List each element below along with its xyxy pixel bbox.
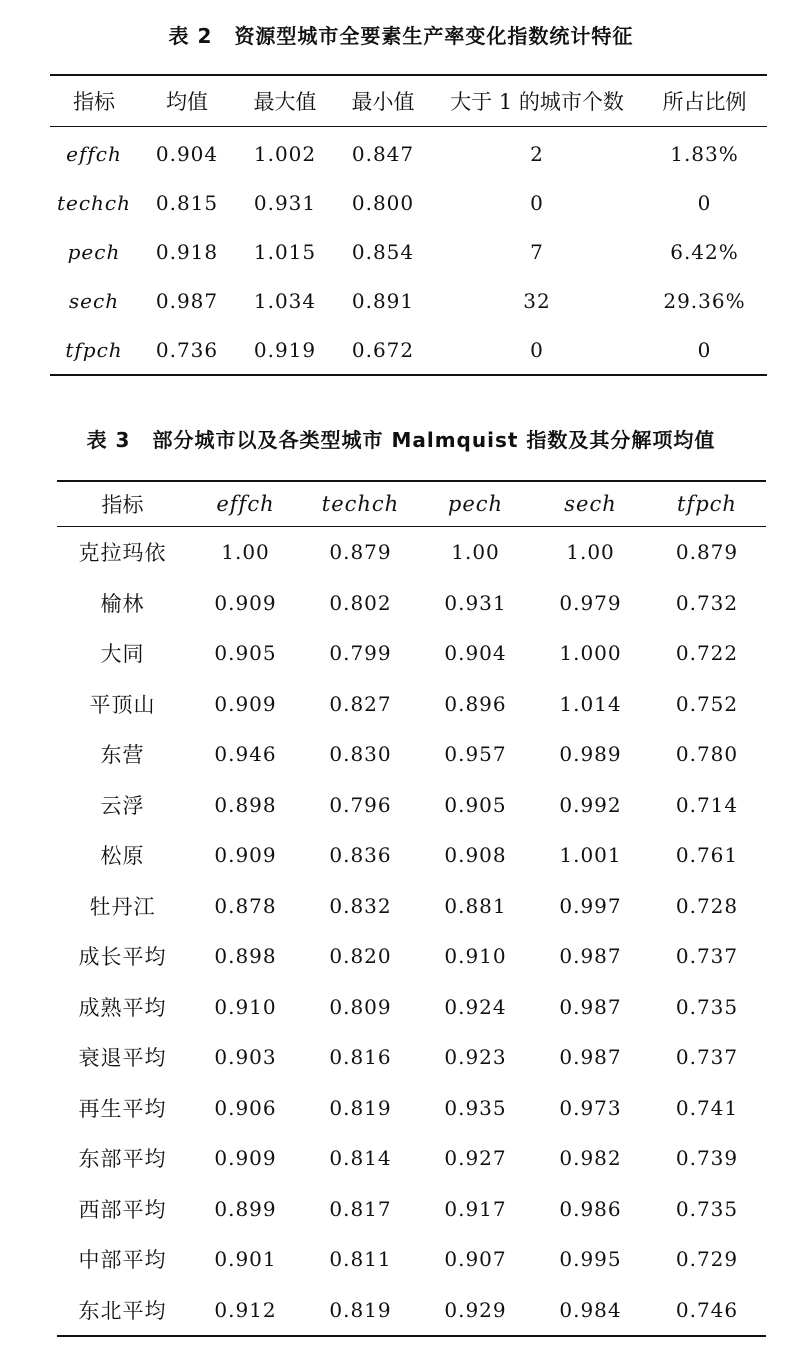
data-cell: 0.735 [675, 994, 739, 1019]
city-name-cell: 东营 [100, 743, 145, 768]
table-row [57, 729, 766, 780]
data-cell: 0.910 [444, 944, 507, 969]
data-cell: 0 [530, 337, 544, 362]
table-row [50, 127, 767, 179]
table3-title: 部分城市以及各类型城市 Malmquist 指数及其分解项均值 [152, 428, 716, 452]
table2-caption [0, 20, 802, 49]
table-row [57, 1083, 766, 1134]
indicator-cell: sech [68, 288, 120, 313]
data-cell: 0.811 [329, 1247, 392, 1272]
data-cell: 0.909 [214, 1146, 277, 1171]
table-row [57, 830, 766, 881]
data-cell: 0.898 [214, 792, 277, 817]
table2-header-cell: 最小值 [334, 75, 432, 127]
data-cell: 0.898 [214, 944, 277, 969]
table2-header-cell: 最大值 [236, 75, 334, 127]
table2 [50, 74, 767, 376]
data-cell: 0.746 [675, 1297, 739, 1322]
data-cell: 0.816 [329, 1045, 392, 1070]
data-cell: 0.814 [329, 1146, 392, 1171]
city-name-cell: 平顶山 [89, 692, 156, 717]
data-cell: 0.735 [675, 1196, 739, 1221]
table-row [57, 679, 766, 730]
table2-header-cell: 指标 [50, 75, 138, 127]
data-cell: 0.905 [444, 792, 507, 817]
data-cell: 0.924 [444, 994, 507, 1019]
data-cell: 0.995 [559, 1247, 622, 1272]
data-cell: 0.830 [329, 742, 392, 767]
table-row [57, 1285, 766, 1337]
data-cell: 0.989 [559, 742, 622, 767]
data-cell: 0 [697, 337, 712, 362]
table-row [57, 1184, 766, 1235]
data-cell: 0.836 [329, 843, 392, 868]
city-name-cell: 东部平均 [78, 1147, 167, 1172]
table2-title: 资源型城市全要素生产率变化指数统计特征 [234, 24, 634, 48]
data-cell: 0.979 [559, 590, 622, 615]
data-cell: 0.752 [675, 691, 739, 716]
data-cell: 0.918 [155, 239, 219, 264]
data-cell: 0.891 [351, 288, 415, 313]
data-cell: 0.739 [675, 1146, 739, 1171]
table-row [57, 1234, 766, 1285]
data-cell: 0.904 [444, 641, 507, 666]
table-row [50, 276, 767, 325]
data-cell: 0.901 [214, 1247, 277, 1272]
data-cell: 7 [530, 239, 544, 264]
city-name-cell: 大同 [100, 642, 145, 667]
data-cell: 0.729 [675, 1247, 739, 1272]
city-name-cell: 中部平均 [78, 1248, 167, 1273]
data-cell: 0.987 [559, 1045, 622, 1070]
data-cell: 2 [530, 141, 544, 166]
data-cell: 0.927 [444, 1146, 507, 1171]
city-name-cell: 西部平均 [78, 1197, 167, 1222]
data-cell: 0.817 [329, 1196, 392, 1221]
table3-header-cell: tfpch [648, 481, 766, 527]
data-cell: 0.919 [253, 337, 317, 362]
city-name-cell: 东北平均 [78, 1298, 167, 1323]
data-cell: 0.957 [444, 742, 507, 767]
data-cell: 0.728 [675, 893, 739, 918]
data-cell: 1.00 [221, 540, 270, 565]
data-cell: 0.899 [214, 1196, 277, 1221]
data-cell: 1.015 [253, 239, 317, 264]
data-cell: 0.917 [444, 1196, 507, 1221]
data-cell: 0.737 [675, 1045, 739, 1070]
indicator-cell: effch [66, 141, 122, 166]
table3-label: 表 3 [86, 428, 131, 452]
data-cell: 0.736 [155, 337, 219, 362]
data-cell: 0.809 [329, 994, 392, 1019]
table-row [57, 931, 766, 982]
table-row [57, 1032, 766, 1083]
table3-header-cell: 指标 [57, 481, 188, 527]
data-cell: 1.001 [559, 843, 622, 868]
data-cell: 0.722 [675, 641, 739, 666]
data-cell: 0.904 [155, 141, 219, 166]
data-cell: 0.973 [559, 1095, 622, 1120]
data-cell: 0.909 [214, 590, 277, 615]
indicator-cell: tfpch [65, 337, 123, 362]
data-cell: 0.903 [214, 1045, 277, 1070]
data-cell: 1.034 [253, 288, 317, 313]
data-cell: 0.796 [329, 792, 392, 817]
city-name-cell: 成熟平均 [78, 995, 167, 1020]
data-cell: 0.909 [214, 691, 277, 716]
data-cell: 1.014 [559, 691, 622, 716]
data-cell: 0.780 [675, 742, 739, 767]
data-cell: 0.827 [329, 691, 392, 716]
table-row [57, 881, 766, 932]
data-cell: 0 [697, 190, 712, 215]
data-cell: 0.847 [351, 141, 415, 166]
data-cell: 0.819 [329, 1095, 392, 1120]
data-cell: 0.741 [675, 1095, 739, 1120]
data-cell: 0.923 [444, 1045, 507, 1070]
data-cell: 0.987 [559, 944, 622, 969]
data-cell: 1.00 [451, 540, 500, 565]
data-cell: 0.832 [329, 893, 392, 918]
city-name-cell: 再生平均 [78, 1096, 167, 1121]
table-row [57, 1133, 766, 1184]
data-cell: 0.946 [214, 742, 277, 767]
data-cell: 0.906 [214, 1095, 277, 1120]
city-name-cell: 牡丹江 [89, 894, 156, 919]
table3 [57, 480, 766, 1337]
indicator-cell: pech [67, 239, 121, 264]
data-cell: 0.714 [675, 792, 739, 817]
data-cell: 0.929 [444, 1297, 507, 1322]
data-cell: 0.986 [559, 1196, 622, 1221]
table-row [57, 780, 766, 831]
data-cell: 1.83% [670, 141, 739, 166]
data-cell: 0.879 [675, 540, 739, 565]
data-cell: 0.931 [253, 190, 317, 215]
table3-header-row [57, 481, 766, 527]
table-row [50, 227, 767, 276]
data-cell: 6.42% [670, 239, 739, 264]
data-cell: 0.854 [351, 239, 415, 264]
table-row [57, 982, 766, 1033]
table-row [50, 178, 767, 227]
table-row [57, 527, 766, 578]
data-cell: 1.002 [253, 141, 317, 166]
table3-header-cell: effch [188, 481, 303, 527]
data-cell: 0.908 [444, 843, 507, 868]
data-cell: 0.992 [559, 792, 622, 817]
city-name-cell: 榆林 [100, 591, 145, 616]
data-cell: 0.761 [675, 843, 739, 868]
city-name-cell: 克拉玛依 [78, 541, 167, 566]
table-row [50, 325, 767, 375]
data-cell: 0.987 [155, 288, 219, 313]
table2-label: 表 2 [168, 24, 213, 48]
table2-header-cell: 大于 1 的城市个数 [432, 75, 642, 127]
data-cell: 0 [530, 190, 544, 215]
data-cell: 0.896 [444, 691, 507, 716]
city-name-cell: 云浮 [100, 793, 145, 818]
city-name-cell: 松原 [100, 844, 145, 869]
table3-header-cell: pech [418, 481, 533, 527]
city-name-cell: 成长平均 [78, 945, 167, 970]
data-cell: 0.909 [214, 843, 277, 868]
data-cell: 0.935 [444, 1095, 507, 1120]
table3-header-cell: sech [533, 481, 648, 527]
data-cell: 0.799 [329, 641, 392, 666]
city-name-cell: 衰退平均 [78, 1046, 167, 1071]
data-cell: 0.878 [214, 893, 277, 918]
data-cell: 0.737 [675, 944, 739, 969]
table-row [57, 578, 766, 629]
data-cell: 0.987 [559, 994, 622, 1019]
data-cell: 0.984 [559, 1297, 622, 1322]
data-cell: 0.820 [329, 944, 392, 969]
data-cell: 0.672 [351, 337, 415, 362]
table3-caption [0, 424, 802, 453]
table3-header-cell: techch [303, 481, 418, 527]
data-cell: 0.912 [214, 1297, 277, 1322]
data-cell: 32 [523, 288, 551, 313]
data-cell: 0.802 [329, 590, 392, 615]
data-cell: 0.907 [444, 1247, 507, 1272]
data-cell: 0.819 [329, 1297, 392, 1322]
data-cell: 1.000 [559, 641, 622, 666]
data-cell: 0.910 [214, 994, 277, 1019]
data-cell: 0.881 [444, 893, 507, 918]
data-cell: 29.36% [663, 288, 746, 313]
table2-header-cell: 所占比例 [642, 75, 767, 127]
indicator-cell: techch [56, 190, 132, 215]
table2-header-row [50, 75, 767, 127]
data-cell: 0.815 [155, 190, 219, 215]
data-cell: 0.800 [351, 190, 415, 215]
data-cell: 1.00 [566, 540, 615, 565]
table2-header-cell: 均值 [138, 75, 236, 127]
data-cell: 0.905 [214, 641, 277, 666]
data-cell: 0.879 [329, 540, 392, 565]
data-cell: 0.982 [559, 1146, 622, 1171]
data-cell: 0.997 [559, 893, 622, 918]
data-cell: 0.931 [444, 590, 507, 615]
table-row [57, 628, 766, 679]
data-cell: 0.732 [675, 590, 739, 615]
